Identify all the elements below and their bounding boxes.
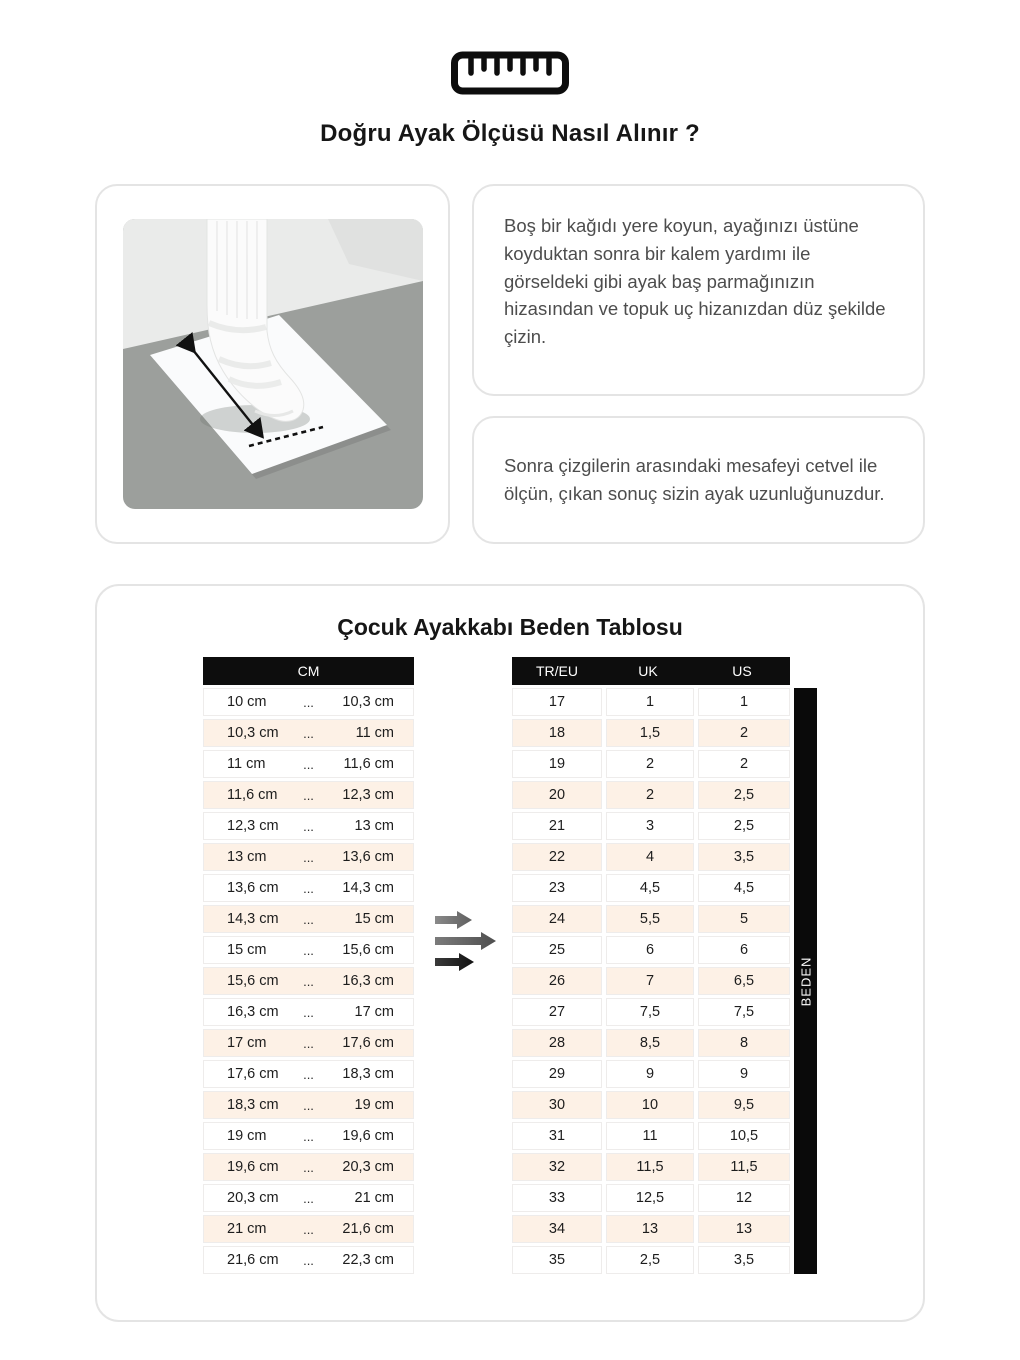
- range-separator: ...: [303, 849, 314, 865]
- tr-eu-value: 35: [512, 1246, 602, 1274]
- cm-table-row: [203, 1215, 414, 1243]
- cm-to-value: 21 cm: [354, 1190, 394, 1206]
- range-separator: ...: [303, 880, 314, 896]
- us-value: 2: [698, 719, 790, 747]
- cm-table: [203, 657, 414, 1277]
- cm-table-row: [203, 967, 414, 995]
- tr-eu-value: 29: [512, 1060, 602, 1088]
- cm-from-value: 19,6 cm: [227, 1159, 279, 1175]
- cm-table-row: [203, 750, 414, 778]
- cm-table-row: [203, 1122, 414, 1150]
- range-separator: ...: [303, 1004, 314, 1020]
- cm-from-value: 11,6 cm: [227, 787, 278, 803]
- range-separator: ...: [303, 725, 314, 741]
- uk-value: 2,5: [606, 1246, 694, 1274]
- transfer-arrows-icon: [432, 907, 504, 984]
- size-table-row: [512, 1029, 790, 1057]
- uk-value: 12,5: [606, 1184, 694, 1212]
- size-table-row: [512, 812, 790, 840]
- range-separator: ...: [303, 1159, 314, 1175]
- cm-to-value: 15 cm: [354, 911, 394, 927]
- uk-value: 2: [606, 781, 694, 809]
- cm-from-value: 17 cm: [227, 1035, 267, 1051]
- size-table-header: [512, 657, 790, 685]
- range-separator: ...: [303, 1190, 314, 1206]
- size-table-row: [512, 719, 790, 747]
- tr-eu-value: 21: [512, 812, 602, 840]
- instruction-step-1-text: Boş bir kağıdı yere koyun, ayağınızı üstüne koyduktan sonra bir kalem yardımı ile görseldeki gibi ayak baş parmağınızın hizasından ve topuk uç hizanızdan düz şekilde çizin.: [504, 215, 886, 347]
- cm-from-value: 11 cm: [227, 756, 266, 772]
- cm-table-row: [203, 874, 414, 902]
- size-table-row: [512, 936, 790, 964]
- cm-from-value: 15,6 cm: [227, 973, 279, 989]
- range-separator: ...: [303, 1035, 314, 1051]
- uk-value: 11,5: [606, 1153, 694, 1181]
- tr-eu-value: 26: [512, 967, 602, 995]
- size-table-row: [512, 874, 790, 902]
- cm-table-row: [203, 688, 414, 716]
- foot-measurement-photo: [123, 219, 423, 509]
- instruction-card-2: [472, 416, 925, 544]
- cm-to-value: 15,6 cm: [342, 942, 394, 958]
- cm-table-row: [203, 1184, 414, 1212]
- uk-value: 4,5: [606, 874, 694, 902]
- cm-table-row: [203, 1091, 414, 1119]
- cm-from-value: 15 cm: [227, 942, 267, 958]
- uk-value: 1: [606, 688, 694, 716]
- range-separator: ...: [303, 1252, 314, 1268]
- cm-from-value: 13 cm: [227, 849, 267, 865]
- cm-to-value: 13,6 cm: [342, 849, 394, 865]
- size-table-row: [512, 1091, 790, 1119]
- cm-table-row: [203, 936, 414, 964]
- size-conversion-table: [512, 657, 790, 1277]
- size-table-card: [95, 584, 925, 1322]
- cm-to-value: 18,3 cm: [342, 1066, 394, 1082]
- header-uk: UK: [638, 663, 658, 679]
- cm-table-row: [203, 998, 414, 1026]
- range-separator: ...: [303, 818, 314, 834]
- cm-from-value: 10 cm: [227, 694, 267, 710]
- uk-value: 13: [606, 1215, 694, 1243]
- tr-eu-value: 20: [512, 781, 602, 809]
- cm-to-value: 21,6 cm: [342, 1221, 394, 1237]
- tr-eu-value: 17: [512, 688, 602, 716]
- range-separator: ...: [303, 787, 314, 803]
- tr-eu-value: 30: [512, 1091, 602, 1119]
- beden-side-label: [794, 688, 817, 1274]
- header-us: US: [732, 663, 752, 679]
- cm-table-row: [203, 843, 414, 871]
- uk-value: 5,5: [606, 905, 694, 933]
- tr-eu-value: 31: [512, 1122, 602, 1150]
- us-value: 6,5: [698, 967, 790, 995]
- cm-table-row: [203, 1246, 414, 1274]
- cm-to-value: 11 cm: [355, 725, 394, 741]
- uk-value: 6: [606, 936, 694, 964]
- us-value: 12: [698, 1184, 790, 1212]
- cm-from-value: 10,3 cm: [227, 725, 279, 741]
- measurement-photo-card: [95, 184, 450, 544]
- cm-to-value: 19,6 cm: [342, 1128, 394, 1144]
- range-separator: ...: [303, 1097, 314, 1113]
- tr-eu-value: 23: [512, 874, 602, 902]
- uk-value: 2: [606, 750, 694, 778]
- us-value: 3,5: [698, 843, 790, 871]
- us-value: 13: [698, 1215, 790, 1243]
- uk-value: 1,5: [606, 719, 694, 747]
- us-value: 9: [698, 1060, 790, 1088]
- cm-table-row: [203, 719, 414, 747]
- range-separator: ...: [303, 942, 314, 958]
- size-table-row: [512, 1215, 790, 1243]
- uk-value: 9: [606, 1060, 694, 1088]
- cm-from-value: 16,3 cm: [227, 1004, 279, 1020]
- uk-value: 8,5: [606, 1029, 694, 1057]
- instructions-section: [95, 184, 925, 544]
- size-table-row: [512, 905, 790, 933]
- cm-to-value: 13 cm: [354, 818, 394, 834]
- cm-to-value: 11,6 cm: [343, 756, 394, 772]
- instruction-card-1: [472, 184, 925, 396]
- size-table-row: [512, 1246, 790, 1274]
- cm-from-value: 21 cm: [227, 1221, 267, 1237]
- range-separator: ...: [303, 973, 314, 989]
- size-table-body: [512, 688, 790, 1274]
- uk-value: 11: [606, 1122, 694, 1150]
- cm-to-value: 22,3 cm: [342, 1252, 394, 1268]
- cm-from-value: 21,6 cm: [227, 1252, 279, 1268]
- cm-to-value: 14,3 cm: [342, 880, 394, 896]
- uk-value: 4: [606, 843, 694, 871]
- ruler-icon: [0, 0, 1020, 96]
- cm-table-row: [203, 905, 414, 933]
- cm-table-body: [203, 688, 414, 1274]
- cm-table-row: [203, 1060, 414, 1088]
- us-value: 7,5: [698, 998, 790, 1026]
- us-value: 8: [698, 1029, 790, 1057]
- tr-eu-value: 25: [512, 936, 602, 964]
- tr-eu-value: 24: [512, 905, 602, 933]
- instruction-cards-column: [472, 184, 925, 544]
- tr-eu-value: 33: [512, 1184, 602, 1212]
- size-table-row: [512, 750, 790, 778]
- cm-from-value: 20,3 cm: [227, 1190, 279, 1206]
- cm-from-value: 18,3 cm: [227, 1097, 279, 1113]
- range-separator: ...: [303, 1066, 314, 1082]
- size-table-row: [512, 1060, 790, 1088]
- cm-to-value: 17 cm: [354, 1004, 394, 1020]
- us-value: 9,5: [698, 1091, 790, 1119]
- size-table-row: [512, 998, 790, 1026]
- us-value: 2,5: [698, 781, 790, 809]
- uk-value: 3: [606, 812, 694, 840]
- cm-to-value: 12,3 cm: [342, 787, 394, 803]
- cm-to-value: 19 cm: [354, 1097, 394, 1113]
- size-table-row: [512, 843, 790, 871]
- tr-eu-value: 19: [512, 750, 602, 778]
- tr-eu-value: 22: [512, 843, 602, 871]
- size-table-row: [512, 967, 790, 995]
- cm-from-value: 17,6 cm: [227, 1066, 279, 1082]
- range-separator: ...: [303, 1221, 314, 1237]
- uk-value: 7: [606, 967, 694, 995]
- tr-eu-value: 27: [512, 998, 602, 1026]
- size-table-row: [512, 1153, 790, 1181]
- cm-to-value: 10,3 cm: [342, 694, 394, 710]
- size-table-row: [512, 1184, 790, 1212]
- us-value: 3,5: [698, 1246, 790, 1274]
- range-separator: ...: [303, 911, 314, 927]
- range-separator: ...: [303, 1128, 314, 1144]
- us-value: 10,5: [698, 1122, 790, 1150]
- instruction-step-2-text: Sonra çizgilerin arasındaki mesafeyi cetvel ile ölçün, çıkan sonuç sizin ayak uzunluğunuzdur.: [504, 455, 885, 504]
- tr-eu-value: 18: [512, 719, 602, 747]
- size-table-row: [512, 1122, 790, 1150]
- cm-table-row: [203, 1153, 414, 1181]
- us-value: 1: [698, 688, 790, 716]
- cm-table-row: [203, 1029, 414, 1057]
- tr-eu-value: 34: [512, 1215, 602, 1243]
- us-value: 11,5: [698, 1153, 790, 1181]
- size-table-title: Çocuk Ayakkabı Beden Tablosu: [337, 614, 683, 640]
- cm-table-row: [203, 781, 414, 809]
- cm-from-value: 12,3 cm: [227, 818, 279, 834]
- size-table-row: [512, 781, 790, 809]
- us-value: 4,5: [698, 874, 790, 902]
- header-tr-eu: TR/EU: [536, 663, 578, 679]
- cm-to-value: 17,6 cm: [342, 1035, 394, 1051]
- page-title: Doğru Ayak Ölçüsü Nasıl Alınır ?: [320, 120, 700, 147]
- cm-table-header: CM: [203, 657, 414, 685]
- size-table-row: [512, 688, 790, 716]
- tr-eu-value: 32: [512, 1153, 602, 1181]
- uk-value: 7,5: [606, 998, 694, 1026]
- us-value: 2: [698, 750, 790, 778]
- size-tables-row: [97, 657, 923, 1277]
- cm-to-value: 16,3 cm: [342, 973, 394, 989]
- range-separator: ...: [303, 694, 314, 710]
- cm-to-value: 20,3 cm: [342, 1159, 394, 1175]
- tr-eu-value: 28: [512, 1029, 602, 1057]
- cm-from-value: 14,3 cm: [227, 911, 279, 927]
- cm-from-value: 13,6 cm: [227, 880, 279, 896]
- uk-value: 10: [606, 1091, 694, 1119]
- us-value: 5: [698, 905, 790, 933]
- us-value: 6: [698, 936, 790, 964]
- cm-from-value: 19 cm: [227, 1128, 267, 1144]
- cm-table-row: [203, 812, 414, 840]
- us-value: 2,5: [698, 812, 790, 840]
- beden-side-label-text: BEDEN: [798, 956, 814, 1006]
- range-separator: ...: [303, 756, 314, 772]
